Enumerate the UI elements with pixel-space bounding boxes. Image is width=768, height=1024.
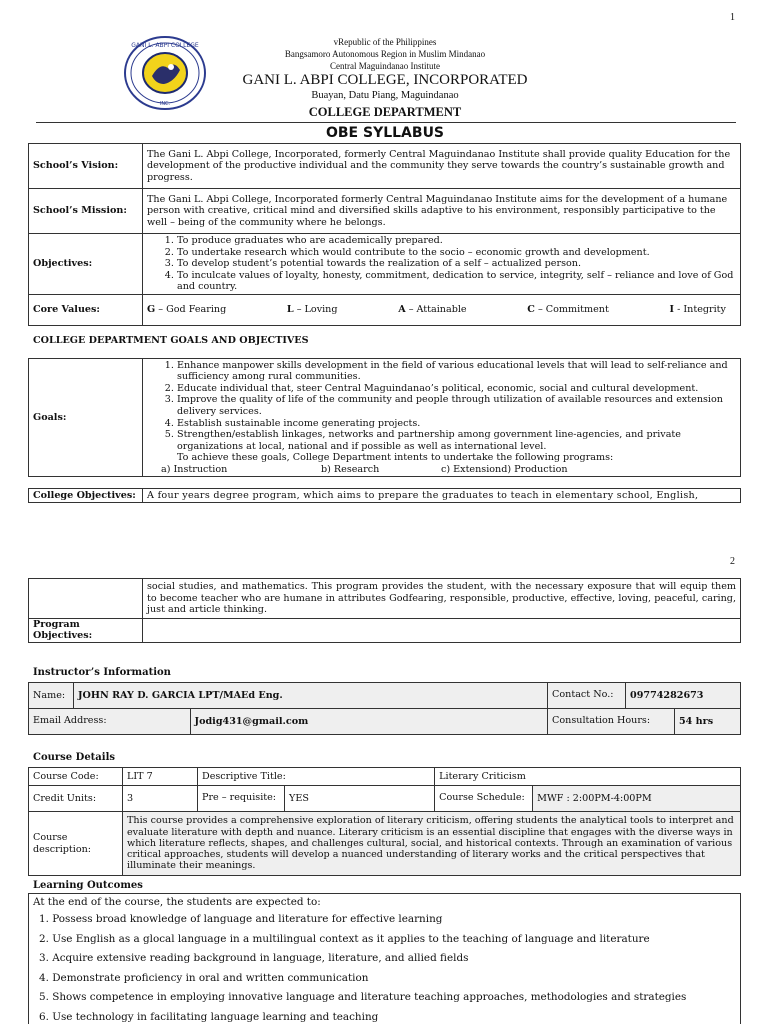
learning-outcomes-box xyxy=(28,893,741,1024)
college-objectives-label: College Objectives: xyxy=(29,489,143,503)
core-value-g: G – God Fearing xyxy=(147,304,227,316)
objective-item: 1. To produce graduates who are academically prepared. xyxy=(177,235,736,247)
learning-outcomes-intro: At the end of the course, the students are expected to: xyxy=(33,896,321,908)
credit-units: 3 xyxy=(123,786,198,812)
goal-item: 4. Establish sustainable income generating projects. xyxy=(177,418,736,430)
program-research: b) Research xyxy=(321,463,380,475)
contact-label: Contact No.: xyxy=(548,683,626,709)
mission-text: The Gani L. Abpi College, Incorporated formerly Central Maguindanao Institute aims for the development of a humane person with creative, critical mind and diversified skills adaptive to his environment, responsibly participative to the well – being of the community where he belongs. xyxy=(143,189,741,234)
core-value-l: L – Loving xyxy=(286,304,338,316)
learning-outcome-item: 2. Use English as a glocal language in a multilingual context as it applies to the teaching of language and literature xyxy=(39,932,650,945)
header-divider xyxy=(36,122,736,123)
descriptive-title: Literary Criticism xyxy=(435,768,741,786)
instructor-info-title: Instructor’s Information xyxy=(33,667,171,678)
page-number: 1 xyxy=(730,12,735,23)
header-line1: vRepublic of the Philippines xyxy=(333,37,437,47)
course-description: This course provides a comprehensive exploration of literary criticism, offering students the analytical tools to interpret and evaluate literature with depth and nuance. Literary criticism is an essential discipline that engages with the diverse ways in which literature reflects, shapes, and challenges cultural, social, and historical contexts. Through an examination of various critical approaches, students will develop a nuanced understanding of literary works and the critical perspectives that illuminate their meanings. xyxy=(123,812,741,876)
vision-label: School’s Vision: xyxy=(29,144,143,189)
prerequisite-label: Pre – requisite: xyxy=(198,786,285,812)
course-details-table xyxy=(28,767,741,876)
goal-item: 1. Enhance manpower skills development in the field of various educational levels that will lead to self-reliance and sufficiency among rural communities. xyxy=(177,360,736,383)
course-code-label: Course Code: xyxy=(29,768,123,786)
goal-item: 5. Strengthen/establish linkages, networks and partnership among government line-agencies, and private organizations at local, national and if possible as well as international level. xyxy=(177,429,736,452)
core-values-label: Core Values: xyxy=(29,294,143,325)
program-objectives-label: Program Objectives: xyxy=(29,619,143,643)
instructor-email: Jodig431@gmail.com xyxy=(190,709,548,735)
course-schedule-label: Course Schedule: xyxy=(435,786,533,812)
course-description-label: Course description: xyxy=(29,812,123,876)
instructor-name: JOHN RAY D. GARCIA LPT/MAEd Eng. xyxy=(74,683,548,709)
college-objectives-table xyxy=(28,488,741,503)
objective-item: 4. To inculcate values of loyalty, honesty, commitment, dedication to service, integrity, self – reliance and love of God and country. xyxy=(177,270,736,293)
program-instruction: a) Instruction xyxy=(161,463,228,475)
goals-table xyxy=(28,358,741,477)
descriptive-title-label: Descriptive Title: xyxy=(198,768,435,786)
consultation-hours: 54 hrs xyxy=(674,709,740,735)
core-values-cell xyxy=(143,294,741,325)
email-label: Email Address: xyxy=(29,709,191,735)
college-seal-logo xyxy=(124,36,206,110)
learning-outcome-item: 6. Use technology in facilitating language learning and teaching xyxy=(39,1010,379,1023)
instructor-table xyxy=(28,682,741,735)
mission-label: School’s Mission: xyxy=(29,189,143,234)
learning-outcome-item: 1. Possess broad knowledge of language and literature for effective learning xyxy=(39,913,443,925)
blank-label-cell xyxy=(29,579,143,619)
learning-outcome-item: 3. Acquire extensive reading background in language, literature, and allied fields xyxy=(39,952,469,965)
goals-list-cell xyxy=(143,359,741,477)
document-title: OBE SYLLABUS xyxy=(325,125,445,141)
learning-outcome-item: 5. Shows competence in employing innovative language and literature teaching approaches, methodologies and strategies xyxy=(39,991,687,1004)
goal-item: 2. Educate individual that, steer Central Maguindanao’s political, economic, social and cultural development. xyxy=(177,383,736,395)
learning-outcome-item: 4. Demonstrate proficiency in oral and written communication xyxy=(39,971,369,984)
vision-text: The Gani L. Abpi College, Incorporated, formerly Central Maguindanao Institute shall provide quality Education for the development of the productive individual and the community they serve towards the country’s sustainable growth and progress. xyxy=(143,144,741,189)
objectives-label: Objectives: xyxy=(29,234,143,295)
program-extension-production: c) Extensiond) Production xyxy=(441,463,568,475)
header-line2: Bangsamoro Autonomous Region in Muslim Mindanao xyxy=(284,49,486,59)
header-line3: Central Maguindanao Institute xyxy=(330,61,440,71)
course-details-title: Course Details xyxy=(33,752,116,763)
goal-item: 3. Improve the quality of life of the community and people through utilization of available resources and extension delivery services. xyxy=(177,394,736,417)
name-label: Name: xyxy=(29,683,74,709)
course-code: LIT 7 xyxy=(123,768,198,786)
consultation-label: Consultation Hours: xyxy=(548,709,675,735)
program-objectives-value xyxy=(143,619,741,643)
core-value-c: C – Commitment xyxy=(527,304,609,316)
college-objectives-text: A four years degree program, which aims to prepare the graduates to teach in elementary school, English, xyxy=(143,489,741,503)
core-value-a: A – Attainable xyxy=(398,304,467,316)
goals-programs-row xyxy=(147,464,736,476)
page-number: 2 xyxy=(730,556,735,567)
core-value-i: I - Integrity xyxy=(669,304,726,316)
objectives-list-cell xyxy=(143,234,741,295)
svg-text:GANI L. ABPI COLLEGE: GANI L. ABPI COLLEGE xyxy=(131,42,199,49)
college-address: Buayan, Datu Piang, Maguindanao xyxy=(311,90,459,101)
prerequisite-value: YES xyxy=(285,786,435,812)
objective-item: 2. To undertake research which would contribute to the socio – economic growth and development. xyxy=(177,247,736,259)
college-objectives-continued: social studies, and mathematics. This program provides the student, with the necessary exposure that will equip them to become teacher who are humane in attributes Godfearing, responsible, productive, effective, loving, peaceful, caring, just and article thinking. xyxy=(143,579,741,619)
department-title: COLLEGE DEPARTMENT xyxy=(308,105,462,119)
objective-item: 3. To develop student’s potential towards the realization of a self – actualized person. xyxy=(177,258,736,270)
learning-outcomes-title: Learning Outcomes xyxy=(33,880,143,891)
goals-programs-intro: To achieve these goals, College Department intents to undertake the following programs: xyxy=(177,452,614,464)
dept-goals-title: COLLEGE DEPARTMENT GOALS AND OBJECTIVES xyxy=(33,335,309,346)
program-objectives-table xyxy=(28,578,741,643)
school-info-table xyxy=(28,143,741,326)
contact-number: 09774282673 xyxy=(626,683,741,709)
credit-units-label: Credit Units: xyxy=(29,786,123,812)
college-name: GANI L. ABPI COLLEGE, INCORPORATED xyxy=(242,72,528,88)
goals-label: Goals: xyxy=(29,359,143,477)
course-schedule: MWF : 2:00PM-4:00PM xyxy=(533,786,741,812)
svg-text:INC.: INC. xyxy=(159,101,171,107)
